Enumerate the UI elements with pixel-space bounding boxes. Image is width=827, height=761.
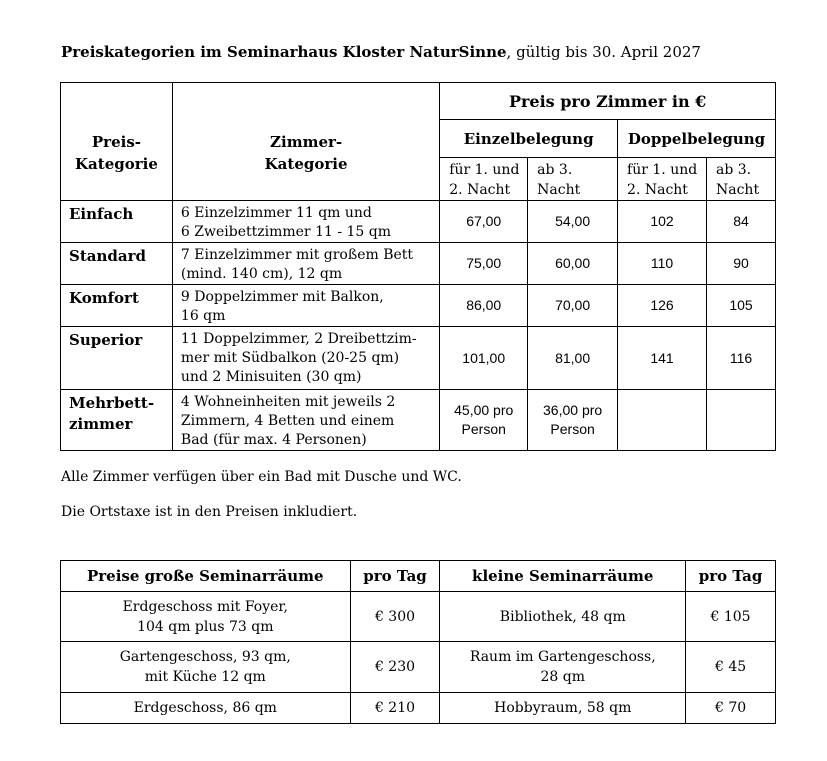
document-title [61,43,701,61]
price-single-third: 60,00 [528,243,618,285]
header-price-per-room: Preis pro Zimmer in € [440,83,776,120]
header-double-third-night: ab 3. Nacht [706,158,775,201]
table-row [61,327,776,390]
table-row [61,642,776,693]
price-single-third: 36,00 pro Person [528,390,618,451]
price-single-first: 75,00 [440,243,528,285]
note-local-tax: Die Ortstaxe ist in den Preisen inkludiert. [61,504,358,520]
seminar-room-table [60,560,776,724]
price-double-third: 90 [706,243,775,285]
price-single-first: 45,00 pro Person [440,390,528,451]
header-small-per-day: pro Tag [686,561,776,592]
header-single-first-nights: für 1. und 2. Nacht [440,158,528,201]
row-rooms: 4 Wohneinheiten mit jeweils 2 Zimmern, 4 Betten und einem Bad (für max. 4 Personen) [172,390,439,451]
row-rooms: 11 Doppelzimmer, 2 Dreibettzim- mer mit Südbalkon (20-25 qm) und 2 Minisuiten (30 qm) [172,327,439,390]
table-row [61,243,776,285]
price-category-table [60,82,776,451]
header-large-rooms: Preise große Seminarräume [61,561,351,592]
large-room: Erdgeschoss, 86 qm [61,693,351,724]
note-bathroom: Alle Zimmer verfügen über ein Bad mit Dusche und WC. [61,469,462,485]
title-validity: , gültig bis 30. April 2027 [506,43,701,61]
price-double-first: 102 [618,201,707,243]
price-double-third: 105 [706,285,775,327]
table-row [61,285,776,327]
row-rooms: 7 Einzelzimmer mit großem Bett (mind. 140 cm), 12 qm [172,243,439,285]
row-category: Mehrbett- zimmer [61,390,173,451]
price-double-first: 141 [618,327,707,390]
small-room: Bibliothek, 48 qm [440,592,686,642]
price-double-first: 110 [618,243,707,285]
small-room-price: € 70 [686,693,776,724]
price-single-first: 101,00 [440,327,528,390]
row-category: Komfort [61,285,173,327]
price-single-third: 81,00 [528,327,618,390]
header-price-category [61,83,173,201]
header-price-category-label: Preis- Kategorie [75,132,158,173]
large-room: Gartengeschoss, 93 qm, mit Küche 12 qm [61,642,351,693]
row-rooms: 6 Einzelzimmer 11 qm und 6 Zweibettzimmer 11 - 15 qm [172,201,439,243]
header-single-occupancy: Einzelbelegung [440,120,618,158]
row-category: Superior [61,327,173,390]
large-room-price: € 230 [350,642,440,693]
price-double-first [618,390,707,451]
header-small-rooms: kleine Seminarräume [440,561,686,592]
row-rooms: 9 Doppelzimmer mit Balkon, 16 qm [172,285,439,327]
price-single-first: 86,00 [440,285,528,327]
table-row [61,592,776,642]
table-row [61,693,776,724]
header-double-occupancy: Doppelbelegung [618,120,776,158]
price-single-third: 54,00 [528,201,618,243]
small-room: Hobbyraum, 58 qm [440,693,686,724]
header-double-first-nights: für 1. und 2. Nacht [618,158,707,201]
header-room-category-label: Zimmer- Kategorie [264,132,348,173]
table-row [61,201,776,243]
small-room: Raum im Gartengeschoss, 28 qm [440,642,686,693]
header-large-per-day: pro Tag [350,561,440,592]
price-single-first: 67,00 [440,201,528,243]
row-category: Einfach [61,201,173,243]
small-room-price: € 105 [686,592,776,642]
small-room-price: € 45 [686,642,776,693]
header-single-third-night: ab 3. Nacht [528,158,618,201]
table-row [61,390,776,451]
large-room: Erdgeschoss mit Foyer, 104 qm plus 73 qm [61,592,351,642]
price-single-third: 70,00 [528,285,618,327]
price-double-third [706,390,775,451]
large-room-price: € 210 [350,693,440,724]
large-room-price: € 300 [350,592,440,642]
price-double-third: 84 [706,201,775,243]
price-double-third: 116 [706,327,775,390]
header-room-category [172,83,439,201]
row-category: Standard [61,243,173,285]
title-bold: Preiskategorien im Seminarhaus Kloster NaturSinne [61,43,507,61]
price-double-first: 126 [618,285,707,327]
